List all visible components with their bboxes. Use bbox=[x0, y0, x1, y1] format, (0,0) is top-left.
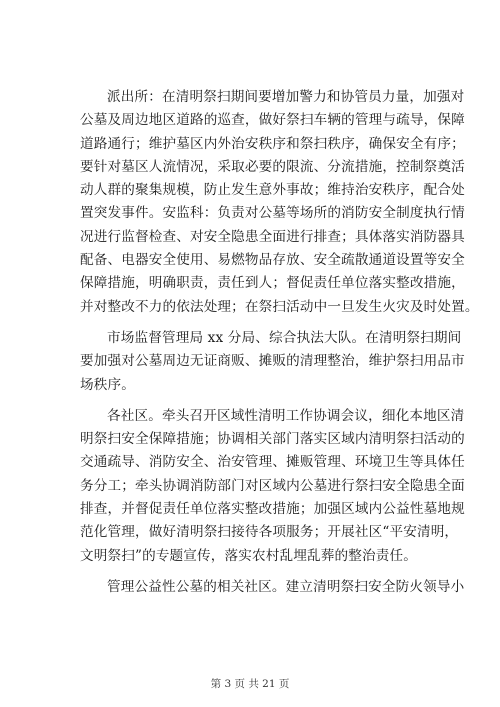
paragraph-public-cemetery bbox=[80, 576, 465, 599]
text-line: 公墓及周边地区道路的巡查，做好祭扫车辆的管理与疏导，保障 bbox=[80, 112, 465, 129]
document-body bbox=[80, 86, 479, 607]
paragraph-market-supervision bbox=[80, 327, 465, 397]
text-line: 派出所：在清明祭扫期间要增加警力和协管员力量，加强对 bbox=[107, 89, 465, 105]
text-line: 要针对墓区人流情况，采取必要的限流、分流措施，控制祭奠活 bbox=[80, 158, 465, 175]
text-line: 置突发事件。安监科：负责对公墓等场所的消防安全制度执行情 bbox=[80, 205, 465, 222]
text-line: 交通疏导、消防安全、治安管理、摊贩管理、环境卫生等具体任 bbox=[80, 454, 465, 471]
text-line: 场秩序。 bbox=[80, 376, 135, 393]
text-line: 范化管理，做好清明祭扫接待各项服务；开展社区“平安清明， bbox=[80, 524, 459, 541]
page-number-footer: 第 3 页 共 21 页 bbox=[210, 678, 290, 690]
text-line: 保障措施，明确职责，责任到人；督促责任单位落实整改措施， bbox=[80, 275, 465, 292]
text-line: 明祭扫安全保障措施；协调相关部门落实区域内清明祭扫活动的 bbox=[80, 431, 465, 448]
paragraph-communities bbox=[80, 405, 465, 568]
text-line: 务分工；牵头协调消防部门对区域内公墓进行祭扫安全隐患全面 bbox=[80, 477, 465, 494]
text-line: 排查，并督促责任单位落实整改措施；加强区域内公益性墓地规 bbox=[80, 501, 465, 518]
text-line: 管理公益性公墓的相关社区。建立清明祭扫安全防火领导小 bbox=[107, 578, 465, 595]
text-line: 动人群的聚集规模，防止发生意外事故；维持治安秩序，配合处 bbox=[80, 182, 465, 199]
paragraph-police-station bbox=[80, 86, 479, 319]
text-line: 要加强对公墓周边无证商贩、摊贩的清理整治，维护祭扫用品市 bbox=[80, 353, 465, 370]
text-line: 并对整改不力的依法处理；在祭扫活动中一旦发生火灾及时处置。 bbox=[80, 298, 479, 315]
text-line: 况进行监督检查、对安全隐患全面进行排查；具体落实消防器具 bbox=[80, 228, 465, 245]
text-line: 配备、电器安全使用、易燃物品存放、安全疏散通道设置等安全 bbox=[80, 252, 465, 269]
text-line: 文明祭扫”的专题宣传，落实农村乱埋乱葬的整治责任。 bbox=[80, 547, 417, 564]
text-line: 市场监督管理局 xx 分局、综合执法大队。在清明祭扫期间 bbox=[107, 329, 462, 346]
text-line: 道路通行；维护墓区内外治安秩序和祭扫秩序，确保安全有序； bbox=[80, 135, 465, 152]
text-line: 各社区。牵头召开区域性清明工作协调会议，细化本地区清 bbox=[107, 407, 465, 424]
